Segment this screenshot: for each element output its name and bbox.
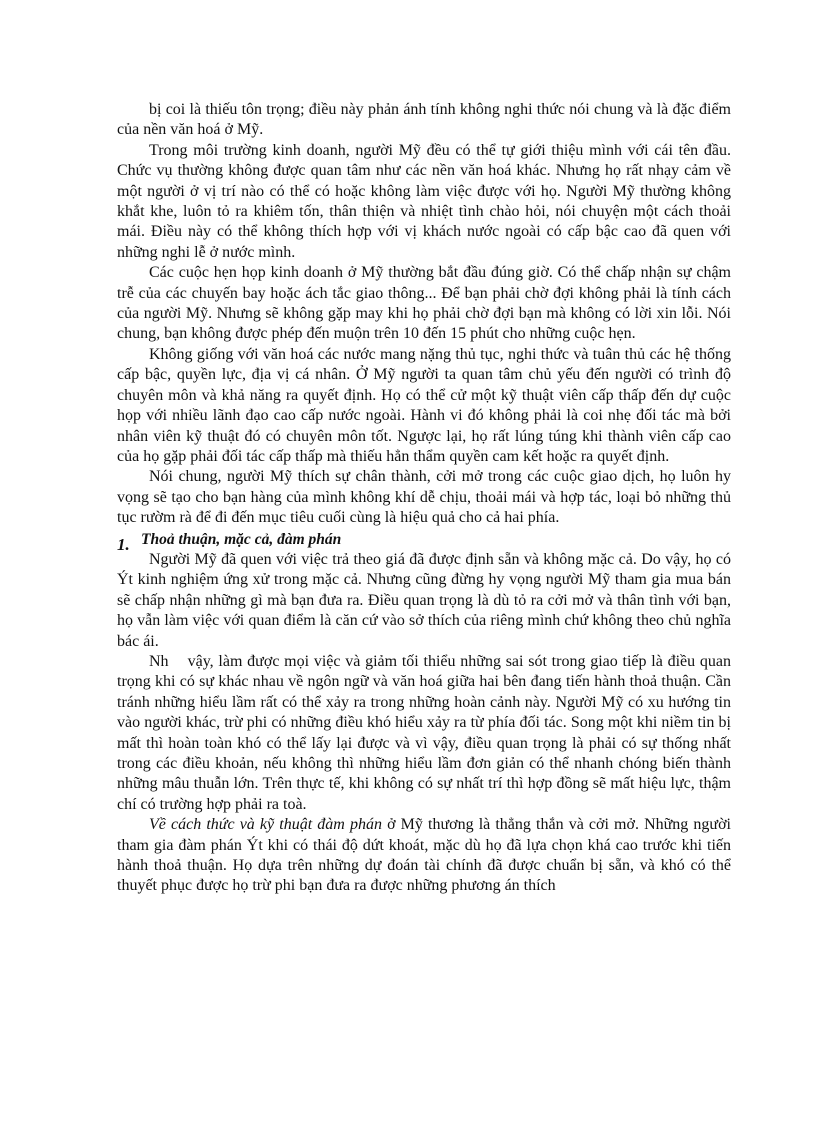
- paragraph-respect: bị coi là thiếu tôn trọng; điều này phản ánh tính không nghi thức nói chung và là đặc điểm của nền văn hoá ở Mỹ.: [117, 101, 731, 139]
- paragraph-hierarchy: Không giống với văn hoá các nước mang nặng thủ tục, nghi thức và tuân thủ các hệ thống cấp bậc, quyền lực, địa vị cá nhân. Ở Mỹ người ta quan tâm chủ yếu đến người có trình độ chuyên môn và khả năng ra quyết định. Họ có thể cử một kỹ thuật viên cấp thấp đến dự cuộc họp với nhiều lãnh đạo cao cấp nước ngoài. Hành vi đó không phải là coi nhẹ đối tác mà bởi nhân viên kỹ thuật đó có chuyên môn tốt. Ngược lại, họ rất lúng túng khi thành viên cấp cao của họ gặp phải đối tác cấp thấp mà thiếu hẳn thẩm quyền cam kết hoặc ra quyết định.: [117, 345, 731, 465]
- paragraph-punctuality: Các cuộc hẹn họp kinh doanh ở Mỹ thường bắt đầu đúng giờ. Có thể chấp nhận sự chậm trễ của các chuyến bay hoặc ách tắc giao thông... Để bạn phải chờ đợi không phải là tính cách của người Mỹ. Nhưng sẽ không gặp may khi họ phải chờ đợi bạn mà không có lời xin lỗi. Nói chung, bạn không được phép đến muộn trên 10 đến 15 phút cho những cuộc hẹn.: [117, 264, 731, 343]
- paragraph-bargaining: Người Mỹ đã quen với việc trả theo giá đã được định sẵn và không mặc cả. Do vậy, họ có Ýt kinh nghiệm ứng xử trong mặc cả. Nhưng cũng đừng hy vọng người Mỹ tham gia mua bán sẽ chấp nhận những gì mà bạn đưa ra. Điều quan trọng là dù tỏ ra cởi mở và thân tình với bạn, họ vẫn làm việc với quan điểm là căn cứ vào sở thích của riêng mình chứ không theo chủ nghĩa bác ái.: [117, 550, 731, 650]
- section-heading: [117, 529, 731, 554]
- paragraph-sincerity: Nói chung, người Mỹ thích sự chân thành, cởi mở trong các cuộc giao dịch, họ luôn hy vọng sẽ tạo cho bạn hàng của mình không khí dễ chịu, thoải mái và hợp tác, loại bỏ những thủ tục rườm rà để đi đến mục tiêu cuối cùng là hiệu quả cho cả hai phía.: [117, 468, 731, 527]
- paragraph-misunderstanding: Nh vậy, làm được mọi việc và giảm tối thiểu những sai sót trong giao tiếp là điều quan trọng khi có sự khác nhau về ngôn ngữ và văn hoá giữa hai bên đang tiến hành thoả thuận. Cần tránh những hiểu lầm rất có thể xảy ra trong những hoàn cảnh này. Người Mỹ có xu hướng tin vào người khác, trừ phi có những điều khó hiểu xảy ra từ phía đối tác. Song một khi niềm tin bị mất thì hoàn toàn khó có thể lấy lại được và vì vậy, điều quan trọng là phải có sự thống nhất trong các điều khoản, nếu không thì những hiểu lầm đơn giản có thể nhanh chóng biến thành những mâu thuẫn lớn. Trên thực tế, khi không có sự nhất trí thì hợp đồng sẽ mất hiệu lực, thậm chí có trường hợp phải ra toà.: [117, 652, 735, 813]
- paragraph-negotiation-rest: ở Mỹ thương là thẳng thắn và cởi mở. Những người tham gia đàm phán Ýt khi có thái độ dứt khoát, mặc dù họ đã lựa chọn khá cao trước khi tiến hành thoả thuận. Họ dựa trên những dự đoán tài chính đã được chuẩn bị sẵn, và khó có thể thuyết phục được họ trừ phi bạn đưa ra được những phương án thích: [117, 816, 731, 895]
- section-title: Thoả thuận, mặc cả, đàm phán: [141, 530, 342, 548]
- section-number: 1.: [117, 534, 130, 554]
- italic-lead-phrase: Về cách thức và kỹ thuật đàm phán: [149, 816, 382, 834]
- paragraph-negotiation-technique: [117, 815, 731, 897]
- paragraph-business-environment: Trong môi trường kinh doanh, người Mỹ đều có thể tự giới thiệu mình với cái tên đầu. Chức vụ thường không được quan tâm như các nền văn hoá khác. Nhưng họ rất nhạy cảm về một người ở vị trí nào có thể có hoặc không làm việc được với họ. Người Mỹ thường không khắt khe, luôn tỏ ra khiêm tốn, thân thiện và nhiệt tình chào hỏi, nói chuyện một cách thoải mái. Điều này có thể không thích hợp với vị khách nước ngoài có cấp bậc cao đã quen với những nghi lễ ở nước mình.: [117, 141, 731, 261]
- document-page: [117, 100, 735, 897]
